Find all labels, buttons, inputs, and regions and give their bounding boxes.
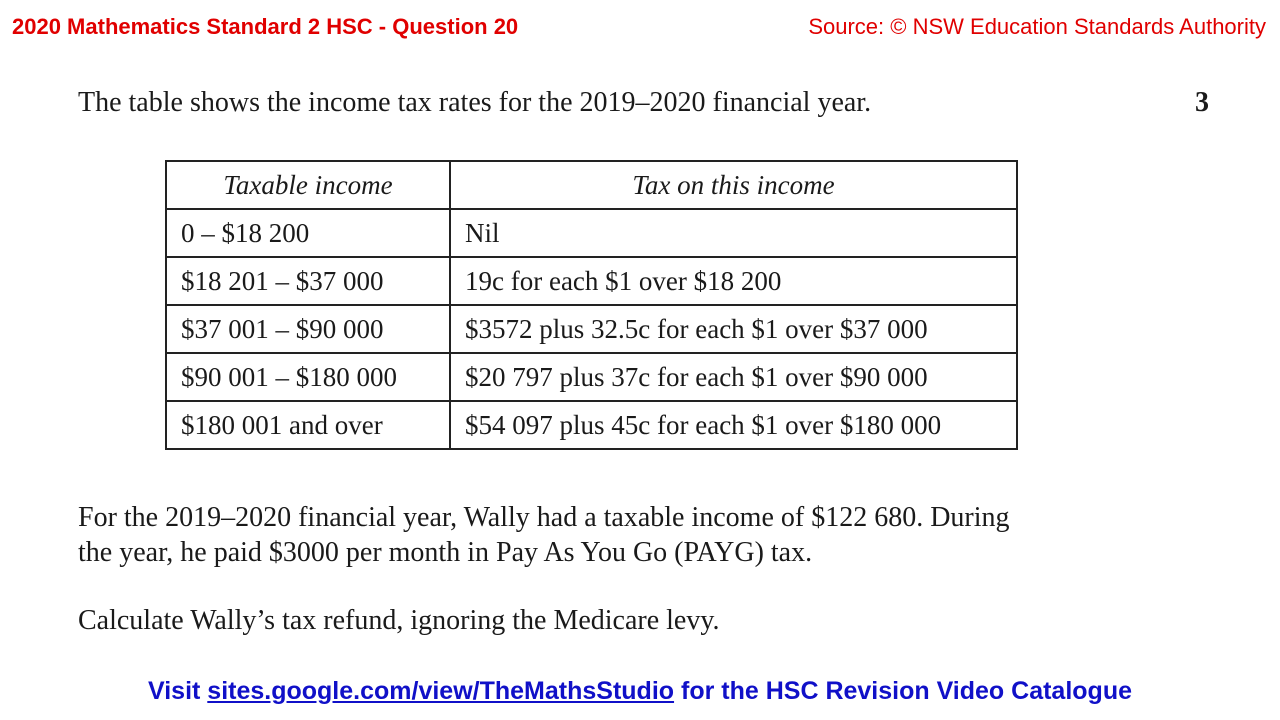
table-cell-tax: $3572 plus 32.5c for each $1 over $37 000 [450,305,1017,353]
question-scenario [78,500,1010,570]
table-cell-income: $90 001 – $180 000 [166,353,450,401]
header-source: Source: © NSW Education Standards Authority [808,14,1266,39]
footer-link[interactable]: sites.google.com/view/TheMathsStudio [207,677,675,705]
table-row [166,209,1017,257]
table-row [166,353,1017,401]
table-cell-tax: 19c for each $1 over $18 200 [450,257,1017,305]
table-row [166,257,1017,305]
table-cell-tax: $54 097 plus 45c for each $1 over $180 000 [450,401,1017,449]
table-cell-tax: Nil [450,209,1017,257]
footer-banner [0,677,1280,706]
table-cell-income: $18 201 – $37 000 [166,257,450,305]
table-cell-income: $37 001 – $90 000 [166,305,450,353]
table-cell-income: 0 – $18 200 [166,209,450,257]
income-tax-table [165,160,1018,450]
question-task: Calculate Wally’s tax refund, ignoring the Medicare levy. [78,605,720,636]
table-cell-income: $180 001 and over [166,401,450,449]
footer-prefix: Visit [148,677,208,705]
question-scenario-line-1: For the 2019–2020 financial year, Wally had a taxable income of $122 680. During [78,502,1010,533]
table-header-tax-on-income: Tax on this income [450,161,1017,209]
table-header-row [166,161,1017,209]
question-marks: 3 [1195,87,1209,118]
table-row [166,401,1017,449]
question-scenario-line-2: the year, he paid $3000 per month in Pay As You Go (PAYG) tax. [78,537,813,568]
header-title: 2020 Mathematics Standard 2 HSC - Question 20 [12,14,519,39]
table-header-taxable-income: Taxable income [166,161,450,209]
table-row [166,305,1017,353]
question-intro: The table shows the income tax rates for the 2019–2020 financial year. [78,87,872,118]
table-cell-tax: $20 797 plus 37c for each $1 over $90 000 [450,353,1017,401]
footer-suffix: for the HSC Revision Video Catalogue [674,677,1132,705]
